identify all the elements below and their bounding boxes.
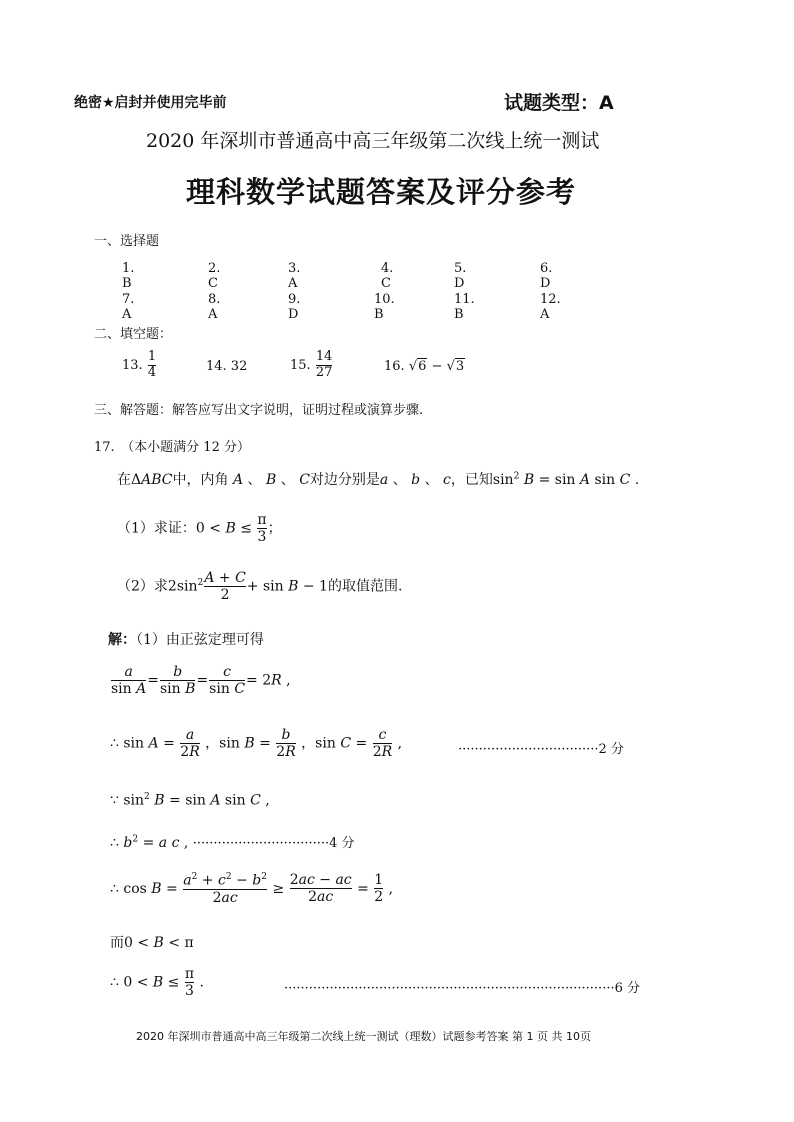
denominator: 4 — [147, 364, 157, 380]
stem-text: 中，内角 — [172, 472, 229, 488]
cosine-inequality: ∴ cos B = $\frac{a^2 + c^2 - b^2}{2ac}$ ≥ $\frac{2ac - ac}{2ac}$ = $\frac{1}{2}$ , — [110, 872, 394, 906]
mcq-answer: 8. A — [208, 292, 221, 322]
denominator: 27 — [315, 364, 333, 380]
fraction — [316, 350, 333, 381]
fraction-pi-over-3: $\frac{\pi}{3}$ — [257, 512, 267, 546]
fill-answer-14: 14. 32 — [206, 359, 248, 374]
radicand: 6 — [418, 359, 427, 374]
numerator: 1 — [147, 349, 157, 364]
fraction — [148, 350, 156, 381]
question-17-header: 17. （本小题满分 12 分） — [94, 440, 250, 455]
score-text: 2 分 — [598, 742, 624, 757]
law-of-sines-equation: $\frac{a}{\text{sin A}}$ = $\frac{b}{\text{sin B}}$ = $\frac{c}{\text{sin C}}$ = 2R , — [111, 664, 291, 698]
radicand: 3 — [455, 359, 465, 374]
section-multiple-choice-title: 一、选择题 — [94, 234, 160, 249]
since-text: 而 — [110, 935, 124, 951]
numerator: 14 — [315, 349, 333, 364]
fill-answer-16: 16. √6 − √3 — [384, 359, 465, 374]
mcq-answer: 3. A — [288, 261, 301, 291]
score-mark: ··································2 分 — [458, 742, 624, 757]
mcq-answer: 7. A — [122, 292, 135, 322]
conclusion-line: ∴ 0 < B ≤ $\frac{\pi}{3}$ . — [110, 966, 204, 1000]
stem-text: 对边分别是 — [309, 472, 380, 488]
fill-answer-label: 13. — [122, 357, 143, 373]
mcq-answer: 9. D — [288, 292, 301, 322]
score-text: 4 分 — [329, 836, 355, 851]
part-text: 的取值范围. — [327, 578, 403, 595]
mcq-answer: 11. B — [454, 292, 475, 322]
stem-text: ，已知 — [450, 472, 493, 488]
question-17-part2: （2）求$2\sin^2$ $\frac{A + C}{2}$ + sin B − 1的取值范围. — [117, 570, 403, 604]
solution-intro — [108, 629, 264, 649]
mcq-answer: 5. D — [454, 261, 467, 291]
solution-text: （1）由正弦定理可得 — [136, 632, 264, 648]
fill-answer-13 — [122, 350, 157, 381]
mcq-answer: 10. B — [374, 292, 395, 322]
stem-text: 在 — [117, 472, 131, 488]
sine-expressions: ∴ sin A = $\frac{a}{2R}$ ，sin B = $\frac{b}{2R}$ ，sin C = $\frac{c}{2R}$ , — [110, 727, 403, 761]
mcq-answer: 1. B — [122, 261, 135, 291]
mcq-answer: 2. C — [208, 261, 221, 291]
mcq-answer: 4. C — [381, 261, 394, 291]
solution-label: 解： — [108, 632, 136, 648]
fill-answer-label: 16. — [384, 359, 405, 374]
part-label: （2）求 — [117, 578, 168, 595]
section-solution-desc: ：解答应写出文字说明，证明过程或演算步骤. — [159, 403, 424, 418]
sqrt-expression: √6 — [408, 359, 427, 374]
fill-answer-label: 15. — [290, 357, 311, 373]
mcq-answer: 12. A — [540, 292, 561, 322]
exam-title: 2020 年深圳市普通高中高三年级第二次线上统一测试 — [146, 130, 600, 152]
sqrt-expression: √3 — [446, 359, 465, 374]
range-line: 而0 < B < π — [110, 935, 194, 951]
confidential-label: 绝密★启封并使用完毕前 — [74, 95, 227, 111]
score-mark: ················································································6 分 — [284, 981, 640, 996]
question-17-stem: 在ΔABC中，内角 A 、 B 、 C对边分别是a 、 b 、 c，已知$\sin^2 B = \sin A$ sin C . — [117, 471, 640, 488]
mcq-answer: 6. D — [540, 261, 553, 291]
document-title: 理科数学试题答案及评分参考 — [186, 175, 577, 209]
page-footer: 2020 年深圳市普通高中高三年级第二次线上统一测试（理数）试题参考答案 第 1 页 共 10页 — [136, 1030, 591, 1043]
fraction: $\frac{A + C}{2}$ — [204, 570, 246, 604]
paper-type-label: 试题类型：A — [504, 92, 614, 114]
section-solution-title: 三、解答题 — [94, 403, 160, 418]
question-17-part1: （1）求证：0 < B ≤ $\frac{\pi}{3}$ ； — [117, 512, 282, 546]
score-text: 6 分 — [614, 981, 640, 996]
b-squared-line: ∴ $b^2 = a$ c , ·································4 分 — [110, 834, 355, 851]
fill-answer-15 — [290, 350, 333, 381]
given-condition-line: ∵ $\sin^2 B = \sin A$ sin C , — [110, 792, 270, 809]
section-solution-header — [94, 399, 423, 418]
section-fill-blank-title: 二、填空题： — [94, 327, 173, 342]
part-label: （1）求证： — [117, 520, 196, 537]
